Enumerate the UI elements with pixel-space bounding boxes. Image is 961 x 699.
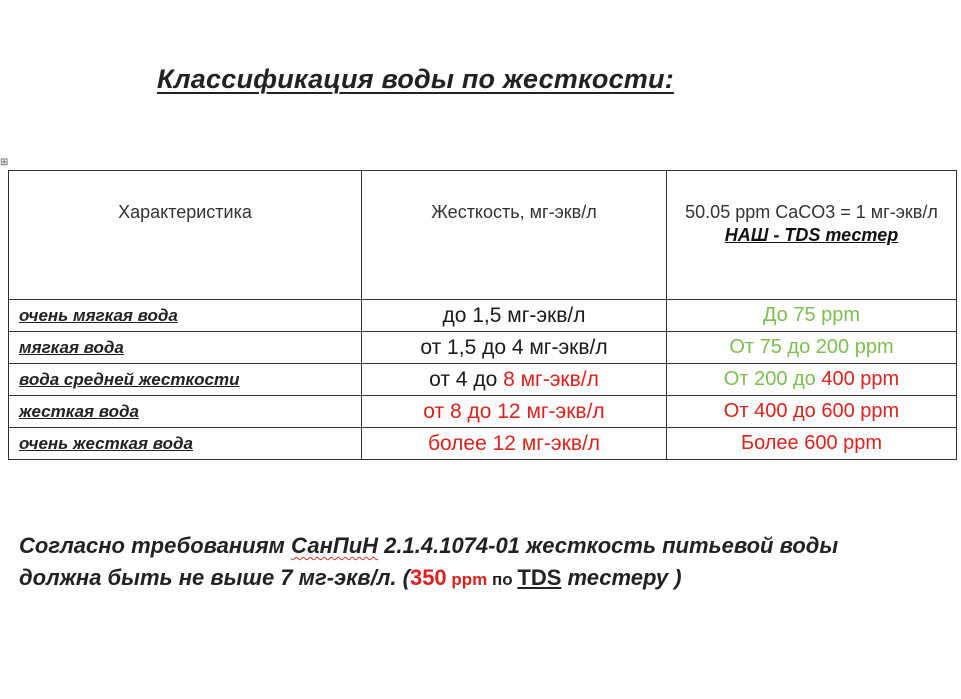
row-hardness (362, 332, 667, 364)
hardness-segment: от 4 до (429, 367, 504, 391)
ppm-segment: Более 600 ppm (740, 432, 883, 454)
note-sanpin: СанПиН (290, 533, 379, 558)
table-row (9, 428, 957, 460)
hardness-segment: от 1,5 до 4 мг-экв/л (420, 335, 608, 359)
table-anchor-icon: ⊞ (0, 157, 9, 168)
note-part2: 2.1.4.1074-01 жесткость питьевой воды должна быть не выше 7 мг-экв/л. ( (19, 533, 839, 590)
ppm-segment: До 75 ppm (762, 304, 861, 326)
table-row (9, 300, 957, 332)
ppm-segment: От 75 до 200 ppm (729, 336, 894, 358)
hardness-segment: более 12 мг-экв/л (427, 431, 601, 455)
note-part3: по (487, 570, 518, 589)
table-header-row (9, 171, 957, 300)
header-hardness-label: Жесткость, мг-экв/л (431, 202, 597, 222)
page-title: Классификация воды по жесткости: (157, 64, 674, 94)
row-hardness (362, 364, 667, 396)
hardness-table (8, 170, 957, 460)
row-hardness (362, 428, 667, 460)
hardness-segment: до 1,5 мг-экв/л (442, 303, 586, 327)
header-conversion-label: 50.05 ppm CaCO3 = 1 мг-экв/л (685, 202, 938, 222)
ppm-segment: 400 ppm (821, 368, 900, 390)
row-category: вода средней жесткости (9, 364, 362, 396)
ppm-segment: От 200 до (723, 368, 822, 390)
header-tester-label: НАШ - TDS тестер (724, 225, 899, 245)
header-conversion (667, 171, 957, 300)
hardness-segment: от 8 до 12 мг-экв/л (423, 399, 605, 423)
table-row (9, 364, 957, 396)
row-category: мягкая вода (9, 332, 362, 364)
ppm-segment: От 400 до 600 ppm (723, 400, 900, 422)
row-category: жесткая вода (9, 396, 362, 428)
hardness-segment: 8 мг-экв/л (503, 367, 599, 391)
note-value: 350 (409, 565, 447, 590)
header-hardness (362, 171, 667, 300)
row-hardness (362, 396, 667, 428)
row-ppm (667, 300, 957, 332)
header-characteristic (9, 171, 362, 300)
note-tds: TDS (517, 565, 562, 590)
row-category: очень мягкая вода (9, 300, 362, 332)
note-unit: ppm (446, 570, 488, 589)
row-ppm (667, 396, 957, 428)
note-part4: тестеру ) (561, 565, 682, 590)
table-row (9, 332, 957, 364)
row-ppm (667, 364, 957, 396)
row-category: очень жесткая вода (9, 428, 362, 460)
note-part1: Согласно требованиям (19, 533, 291, 558)
row-ppm (667, 428, 957, 460)
table-row (9, 396, 957, 428)
sanpin-note (19, 530, 859, 596)
row-hardness (362, 300, 667, 332)
header-characteristic-label: Характеристика (118, 202, 252, 222)
row-ppm (667, 332, 957, 364)
